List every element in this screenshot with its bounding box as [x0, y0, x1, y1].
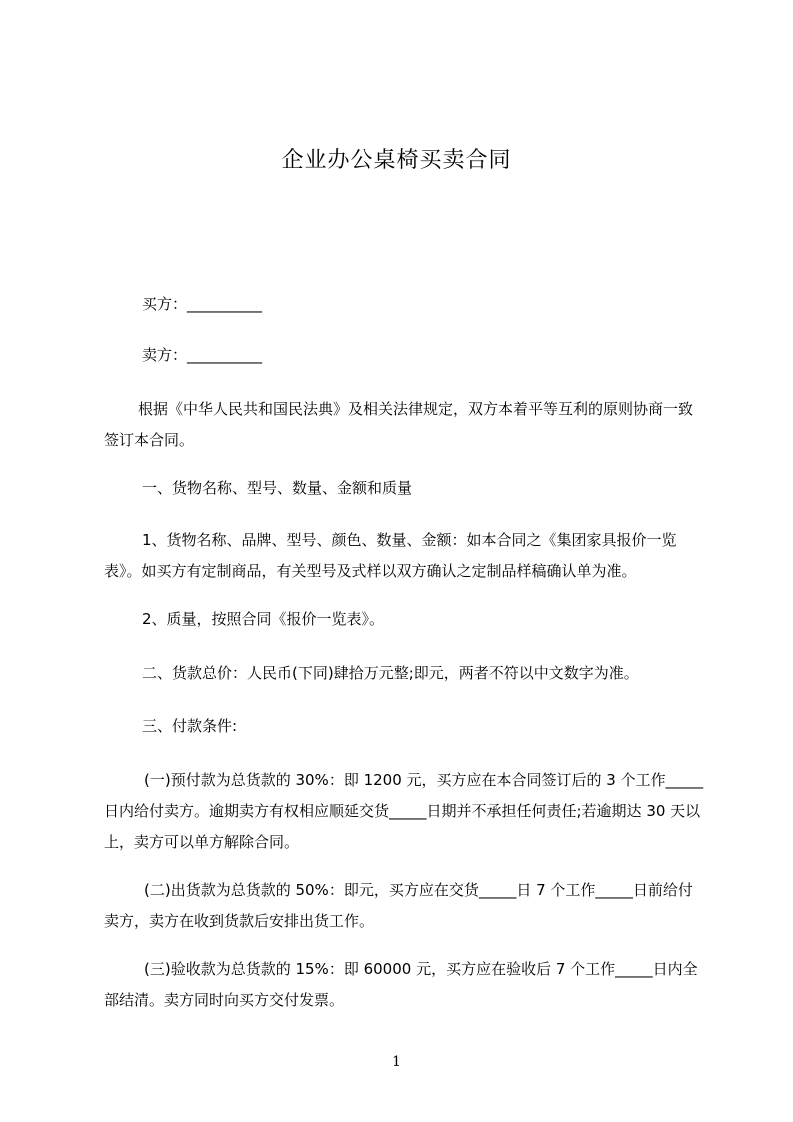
clause-1-1-text: 1、货物名称、品牌、型号、颜色、数量、金额：如本合同之《集团家具报价一览表》。如买方有定制商品，有关型号及式样以双方确认之定制品样稿确认单为准。: [104, 531, 677, 580]
buyer-line: [104, 289, 704, 320]
payment-clause-2-text: (二)出货款为总货款的 50%：即元，买方应在交货_____日 7 个工作_____日前给付卖方，卖方在收到货款后安排出货工作。: [104, 881, 693, 930]
payment-clause-3-text: (三)验收款为总货款的 15%：即 60000 元，买方应在验收后 7 个工作_____日内全部结清。卖方同时向买方交付发票。: [104, 960, 698, 1009]
section-heading-2: [104, 658, 704, 689]
section-heading-1-text: 一、货物名称、型号、数量、金额和质量: [142, 479, 413, 497]
clause-1-1: [104, 525, 704, 587]
section-heading-3-text: 三、付款条件:: [142, 717, 238, 735]
section-heading-1: [104, 473, 704, 504]
section-heading-2-text: 二、货款总价：人民币(下同)肆拾万元整;即元，两者不符以中文数字为准。: [142, 664, 639, 682]
payment-clause-1-text: (一)预付款为总货款的 30%：即 1200 元，买方应在本合同签订后的 3 个工作_____日内给付卖方。逾期卖方有权相应顺延交货_____日期并不承担任何责任;若逾期达 30 天以上，卖方可以单方解除合同。: [104, 771, 704, 851]
buyer-text: 买方：__________: [142, 295, 263, 313]
seller-line: [104, 340, 704, 371]
document-title: 企业办公桌椅买卖合同: [281, 148, 512, 173]
preamble-paragraph: [104, 394, 704, 456]
clause-1-2: [104, 604, 704, 635]
section-heading-3: [104, 711, 704, 742]
payment-clause-3: [104, 954, 704, 1016]
seller-text: 卖方：__________: [142, 346, 263, 364]
payment-clause-1: [104, 765, 704, 858]
clause-1-2-text: 2、质量，按照合同《报价一览表》。: [142, 610, 385, 628]
preamble-text: 根据《中华人民共和国民法典》及相关法律规定，双方本着平等互利的原则协商一致签订本合同。: [104, 400, 694, 449]
page-number: 1: [392, 1054, 401, 1070]
payment-clause-2: [104, 875, 704, 937]
